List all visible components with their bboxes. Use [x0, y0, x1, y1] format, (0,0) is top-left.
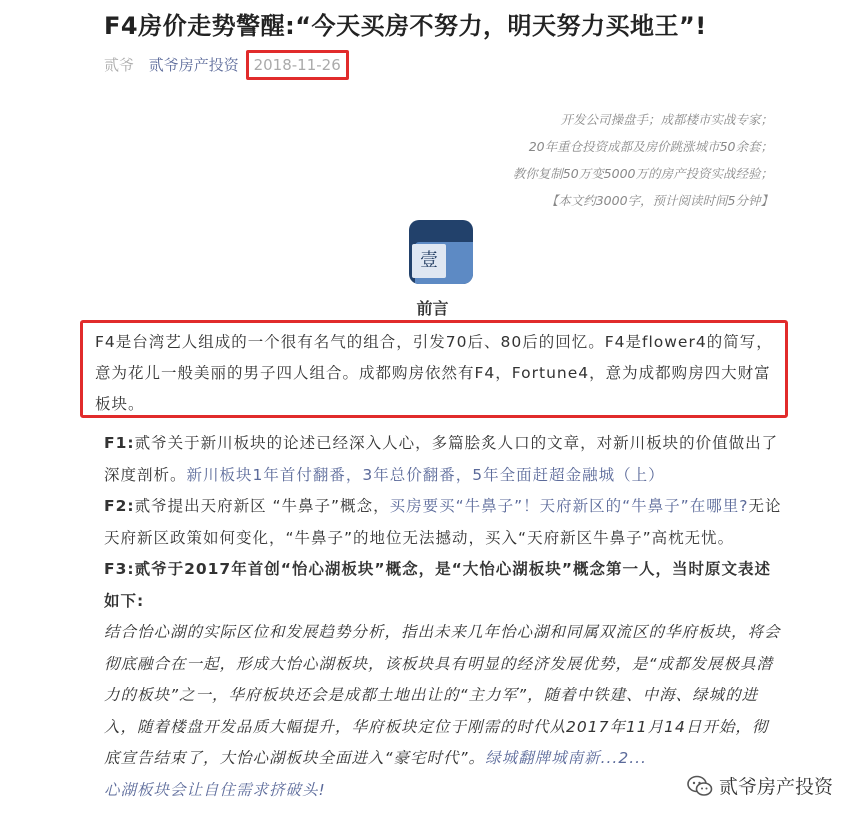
f3-link[interactable]: 绿城翻牌城南新...2... — [485, 749, 647, 767]
wechat-icon — [687, 775, 713, 797]
author-intro — [513, 106, 773, 214]
article-meta — [104, 50, 349, 80]
f1-label: F1: — [104, 434, 135, 452]
intro-line: 【本文约3000字，预计阅读时间5分钟】 — [545, 193, 773, 208]
article-title: F4房价走势警醒:“今天买房不努力，明天努力买地王”! — [104, 12, 707, 40]
article-body — [104, 428, 784, 806]
intro-line: 教你复制50万变5000万的房产投资实战经验； — [512, 166, 773, 181]
intro-line: 20年重仓投资成都及房价跳涨城市50余套； — [528, 139, 773, 154]
f2-text-continued: 无论天府新区政策如何变化，“牛鼻子”的地位无法撼动，买入“天府新区牛鼻子”高枕无忧。 — [104, 497, 782, 547]
f3-link-continued[interactable]: 心湖板块会让自住需求挤破头! — [104, 780, 326, 799]
account-link[interactable]: 贰爷房产投资 — [148, 56, 239, 74]
f1-text: 贰爷关于新川板块的论述已经深入人心，多篇脍炙人口的文章，对新川板块的价值做出了深度剖析。 — [104, 434, 779, 484]
intro-line: 开发公司操盘手；成都楼市实战专家； — [560, 112, 773, 127]
watermark-text: 贰爷房产投资 — [718, 776, 833, 798]
f2-text: 贰爷提出天府新区 “牛鼻子”概念， — [134, 497, 390, 515]
publish-date: 2018-11-26 — [246, 50, 349, 80]
f3-label: F3: — [104, 560, 135, 578]
f2-label: F2: — [104, 497, 135, 515]
f2-link[interactable]: 买房要买“牛鼻子”！天府新区的“牛鼻子”在哪里? — [389, 497, 749, 515]
preface-text: F4是台湾艺人组成的一个很有名气的组合，引发70后、80后的回忆。F4是flower4的简写，意为花儿一般美丽的男子四人组合。成都购房依然有F4，Fortune4，意为成都购房四大财富板块。 — [95, 333, 773, 413]
f1-paragraph — [104, 428, 784, 491]
f3-paragraph — [104, 554, 784, 617]
f2-paragraph — [104, 491, 784, 554]
account-watermark — [683, 772, 837, 799]
section-number-badge — [409, 220, 473, 284]
author-name: 贰爷 — [104, 56, 135, 74]
f3-quote-text: 结合怡心湖的实际区位和发展趋势分析，指出未来几年怡心湖和同属双流区的华府板块，将会彻底融合在一起，形成大怡心湖板块，该板块具有明显的经济发展优势，是“成都发展极具潜力的板块”之一，华府板块还会是成都土地出让的“主力军”，随着中铁建、中海、绿城的进入，随着楼盘开发品质大幅提升，华府板块定位于刚需的时代从2017年11月14日开始，彻底宣告结束了，大怡心湖板块全面进入“豪宅时代”。 — [104, 623, 781, 767]
f1-link[interactable]: 新川板块1年首付翻番，3年总价翻番，5年全面赶超金融城（上） — [186, 465, 665, 484]
badge-character: 壹 — [412, 244, 446, 278]
section-heading: 前言 — [416, 299, 449, 318]
f3-text: 贰爷于2017年首创“怡心湖板块”概念，是“大怡心湖板块”概念第一人，当时原文表述如下: — [104, 560, 771, 610]
preface-box — [80, 320, 788, 418]
